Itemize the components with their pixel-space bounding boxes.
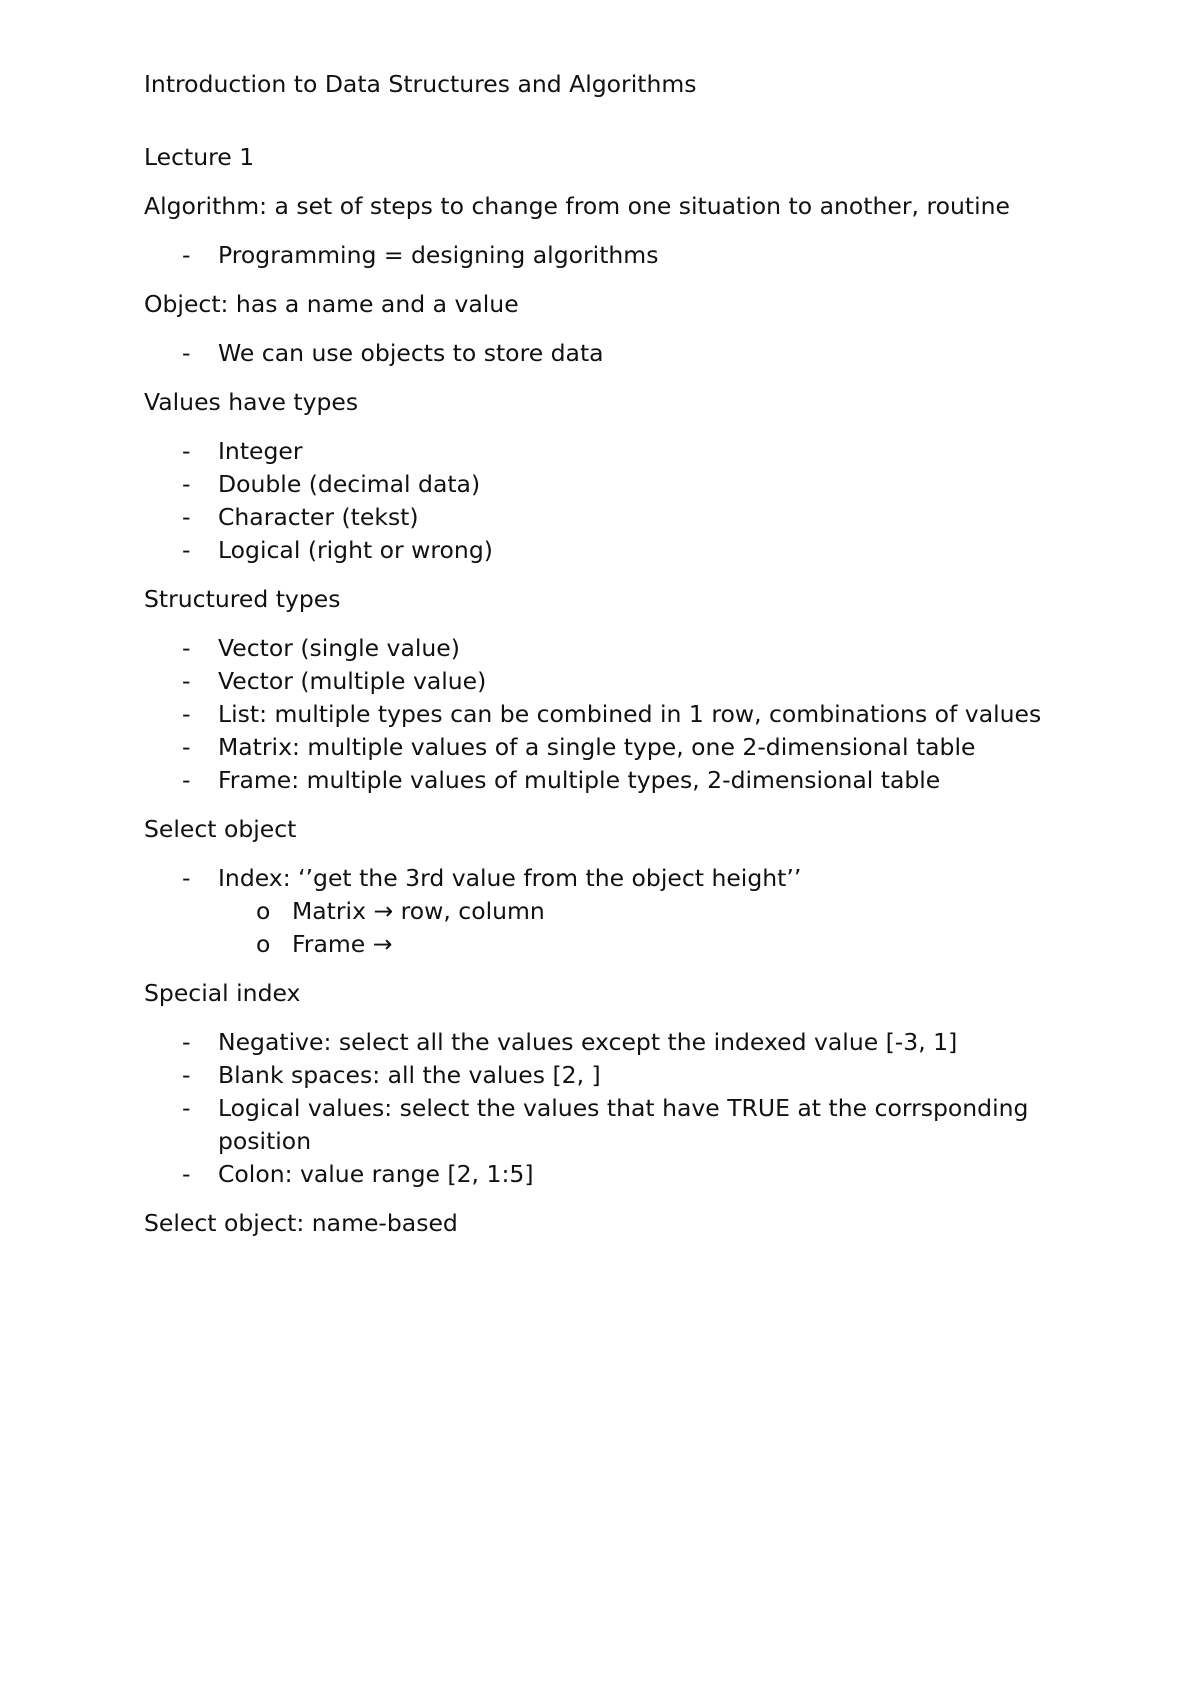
list-item [144, 1026, 1104, 1059]
section-heading: Select object: name-based [144, 1209, 458, 1237]
list-item-text: Negative: select all the values except the indexed value [-3, 1] [218, 1028, 958, 1056]
bullet-list [144, 435, 1104, 567]
list-item-text: Integer [218, 437, 303, 465]
dash-bullet-icon: - [182, 241, 191, 269]
dash-bullet-icon: - [182, 437, 191, 465]
dash-bullet-icon: - [182, 1160, 191, 1188]
section-heading: Values have types [144, 388, 359, 416]
dash-bullet-icon: - [182, 766, 191, 794]
section-heading: Algorithm: a set of steps to change from one situation to another, routine [144, 192, 1010, 220]
sub-list-item-text: Frame → [292, 930, 393, 958]
list-item-text: Logical values: select the values that have TRUE at the corrsponding position [218, 1094, 1029, 1155]
list-item-text: Colon: value range [2, 1:5] [218, 1160, 534, 1188]
section [144, 1207, 1104, 1240]
list-item-text: Logical (right or wrong) [218, 536, 493, 564]
section-heading: Special index [144, 979, 301, 1007]
sub-bullet-list [218, 895, 1104, 961]
dash-bullet-icon: - [182, 339, 191, 367]
list-item [144, 1059, 1104, 1092]
section [144, 977, 1104, 1191]
dash-bullet-icon: - [182, 864, 191, 892]
list-item [144, 239, 1104, 272]
sub-list-item-text: Matrix → row, column [292, 897, 545, 925]
list-item-text: Vector (multiple value) [218, 667, 487, 695]
bullet-list [144, 337, 1104, 370]
section [144, 288, 1104, 370]
dash-bullet-icon: - [182, 634, 191, 662]
list-item-text: Character (tekst) [218, 503, 419, 531]
list-item-text: Vector (single value) [218, 634, 460, 662]
circle-bullet-icon: o [256, 897, 271, 925]
sub-list-item [218, 928, 1104, 961]
list-item-text: Programming = designing algorithms [218, 241, 659, 269]
section [144, 583, 1104, 797]
circle-bullet-icon: o [256, 930, 271, 958]
section-heading: Object: has a name and a value [144, 290, 519, 318]
dash-bullet-icon: - [182, 733, 191, 761]
list-item [144, 501, 1104, 534]
bullet-list [144, 632, 1104, 797]
section [144, 190, 1104, 272]
list-item [144, 435, 1104, 468]
list-item [144, 862, 1104, 961]
document-title: Introduction to Data Structures and Algorithms [144, 70, 697, 98]
list-item [144, 534, 1104, 567]
list-item-text: List: multiple types can be combined in 1 row, combinations of values [218, 700, 1042, 728]
section [144, 386, 1104, 567]
sub-list-item [218, 895, 1104, 928]
list-item [144, 337, 1104, 370]
list-item-text: Double (decimal data) [218, 470, 481, 498]
list-item-text: Matrix: multiple values of a single type, one 2-dimensional table [218, 733, 976, 761]
list-item [144, 698, 1104, 731]
dash-bullet-icon: - [182, 1094, 191, 1122]
section [144, 813, 1104, 961]
dash-bullet-icon: - [182, 667, 191, 695]
dash-bullet-icon: - [182, 1061, 191, 1089]
bullet-list [144, 239, 1104, 272]
dash-bullet-icon: - [182, 503, 191, 531]
list-item-text: We can use objects to store data [218, 339, 604, 367]
document-body [144, 68, 1104, 1256]
dash-bullet-icon: - [182, 470, 191, 498]
list-item [144, 1158, 1104, 1191]
list-item-text: Frame: multiple values of multiple types, 2-dimensional table [218, 766, 941, 794]
dash-bullet-icon: - [182, 1028, 191, 1056]
sections-container [144, 190, 1104, 1240]
list-item [144, 1092, 1104, 1158]
list-item-text: Index: ‘’get the 3rd value from the object height’’ [218, 864, 802, 892]
list-item [144, 665, 1104, 698]
list-item [144, 764, 1104, 797]
list-item [144, 731, 1104, 764]
list-item [144, 632, 1104, 665]
dash-bullet-icon: - [182, 536, 191, 564]
bullet-list [144, 1026, 1104, 1191]
lecture-label: Lecture 1 [144, 143, 255, 171]
bullet-list [144, 862, 1104, 961]
list-item [144, 468, 1104, 501]
section-heading: Structured types [144, 585, 341, 613]
dash-bullet-icon: - [182, 700, 191, 728]
list-item-text: Blank spaces: all the values [2, ] [218, 1061, 601, 1089]
section-heading: Select object [144, 815, 297, 843]
